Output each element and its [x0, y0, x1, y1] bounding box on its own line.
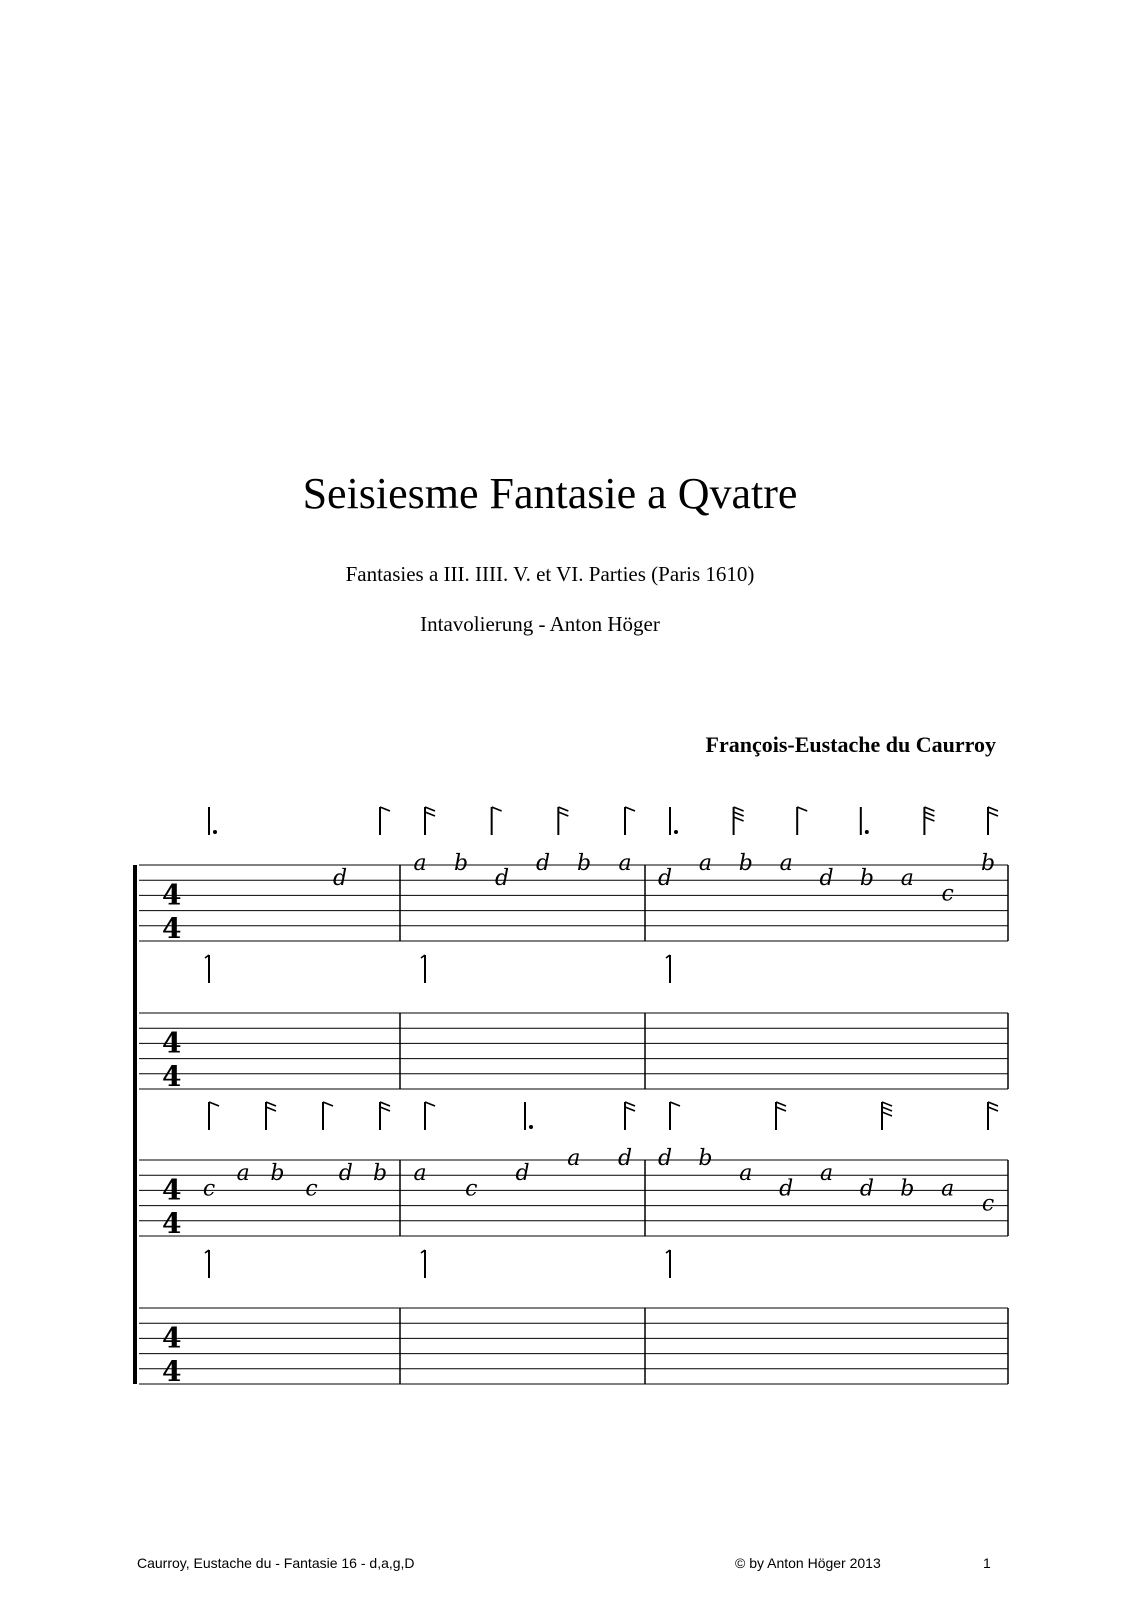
- tab-letter: a: [236, 1161, 250, 1187]
- tab-letter: b: [859, 866, 874, 892]
- tab-letter: a: [567, 1146, 581, 1171]
- rhythm-flag-eighth: [625, 807, 635, 835]
- tab-letter: c: [941, 881, 954, 907]
- time-signature-numerator: 4: [162, 1173, 182, 1207]
- rhythm-flag-whole: [205, 1250, 209, 1278]
- rhythm-flag-eighth: [209, 1102, 219, 1130]
- rhythm-flag-whole: [421, 1250, 425, 1278]
- time-signature-denominator: 4: [162, 1354, 182, 1388]
- rhythm-flag-thirtysecond: [882, 1102, 892, 1130]
- time-signature-denominator: 4: [162, 1206, 182, 1240]
- tab-letter: a: [819, 1161, 834, 1187]
- tab-letter: b: [576, 851, 592, 876]
- rhythm-flag-eighth: [492, 807, 502, 835]
- rhythm-flag-thirtysecond: [924, 807, 934, 835]
- tab-letter: d: [617, 1146, 633, 1171]
- rhythm-flag-whole: [666, 955, 670, 983]
- rhythm-flag-sixteenth: [988, 807, 998, 835]
- rhythm-flag-sixteenth: [425, 807, 435, 835]
- tab-letter: d: [657, 866, 673, 892]
- rhythm-flag-sixteenth: [988, 1102, 998, 1130]
- time-signature-numerator: 4: [162, 878, 182, 912]
- rhythm-flag-eighth: [380, 807, 390, 835]
- rhythm-flag-sixteenth: [380, 1102, 390, 1130]
- page-title: Seisiesme Fantasie a Qvatre: [302, 469, 798, 518]
- tab-letter: b: [453, 851, 469, 876]
- rhythm-flag-sixteenth: [558, 807, 568, 835]
- time-signature-numerator: 4: [162, 1321, 182, 1355]
- footer-copyright: © by Anton Höger 2013: [735, 1555, 881, 1571]
- rhythm-flag-half-dotted: [209, 807, 217, 835]
- rhythm-flag-eighth: [670, 1102, 680, 1130]
- tab-letter: a: [779, 851, 793, 876]
- time-signature-denominator: 4: [162, 911, 182, 945]
- tab-letter: a: [941, 1176, 955, 1202]
- rhythm-flag-thirtysecond: [734, 807, 744, 835]
- page-number: 1: [983, 1555, 991, 1571]
- rhythm-flag-whole: [666, 1250, 670, 1278]
- system-bracket: [133, 865, 137, 1384]
- rhythm-flag-sixteenth: [266, 1102, 276, 1130]
- tab-letter: c: [981, 1191, 995, 1217]
- tab-letter: a: [618, 851, 632, 876]
- tab-letter: a: [739, 1161, 753, 1187]
- rhythm-flag-quarter-dotted: [861, 807, 869, 835]
- tab-letter: a: [900, 866, 914, 892]
- tab-letter: a: [698, 851, 712, 876]
- rhythm-flag-whole: [421, 955, 425, 983]
- tab-letter: b: [372, 1161, 388, 1187]
- tab-letter: d: [819, 866, 834, 892]
- tab-letter: a: [413, 851, 427, 876]
- footer-left-text: Caurroy, Eustache du - Fantasie 16 - d,a,g,D: [137, 1555, 415, 1571]
- tab-letter: c: [202, 1176, 216, 1202]
- tab-letter: b: [980, 851, 996, 876]
- arranger-credit: Intavolierung - Anton Höger: [420, 612, 660, 636]
- rhythm-flag-quarter-dotted: [525, 1102, 533, 1130]
- tab-letter: b: [900, 1176, 915, 1202]
- tab-letter: b: [270, 1161, 285, 1187]
- rhythm-flag-eighth: [797, 807, 807, 835]
- tab-letter: d: [535, 851, 551, 876]
- rhythm-flag-sixteenth: [776, 1102, 786, 1130]
- tab-letter: a: [413, 1161, 427, 1187]
- tab-letter: d: [657, 1146, 673, 1171]
- rhythm-flag-sixteenth: [625, 1102, 635, 1130]
- rhythm-flag-eighth: [323, 1102, 333, 1130]
- tab-letter: d: [515, 1161, 530, 1187]
- rhythm-flag-whole: [205, 955, 209, 983]
- tab-letter: d: [494, 866, 510, 892]
- tab-letter: b: [738, 851, 753, 876]
- time-signature-numerator: 4: [162, 1026, 182, 1060]
- tab-letter: d: [338, 1161, 353, 1187]
- tab-letter: d: [779, 1176, 794, 1202]
- time-signature-denominator: 4: [162, 1059, 182, 1093]
- source-subtitle: Fantasies a III. IIII. V. et VI. Parties (Paris 1610): [345, 562, 755, 586]
- composer-name: François-Eustache du Caurroy: [705, 732, 996, 757]
- tab-letter: d: [332, 866, 348, 892]
- rhythm-flag-quarter-dotted: [670, 807, 678, 835]
- tab-letter: b: [698, 1146, 713, 1171]
- rhythm-flag-eighth: [425, 1102, 435, 1130]
- tab-letter: c: [305, 1176, 318, 1202]
- tab-letter: c: [465, 1176, 478, 1202]
- tab-letter: d: [859, 1176, 874, 1202]
